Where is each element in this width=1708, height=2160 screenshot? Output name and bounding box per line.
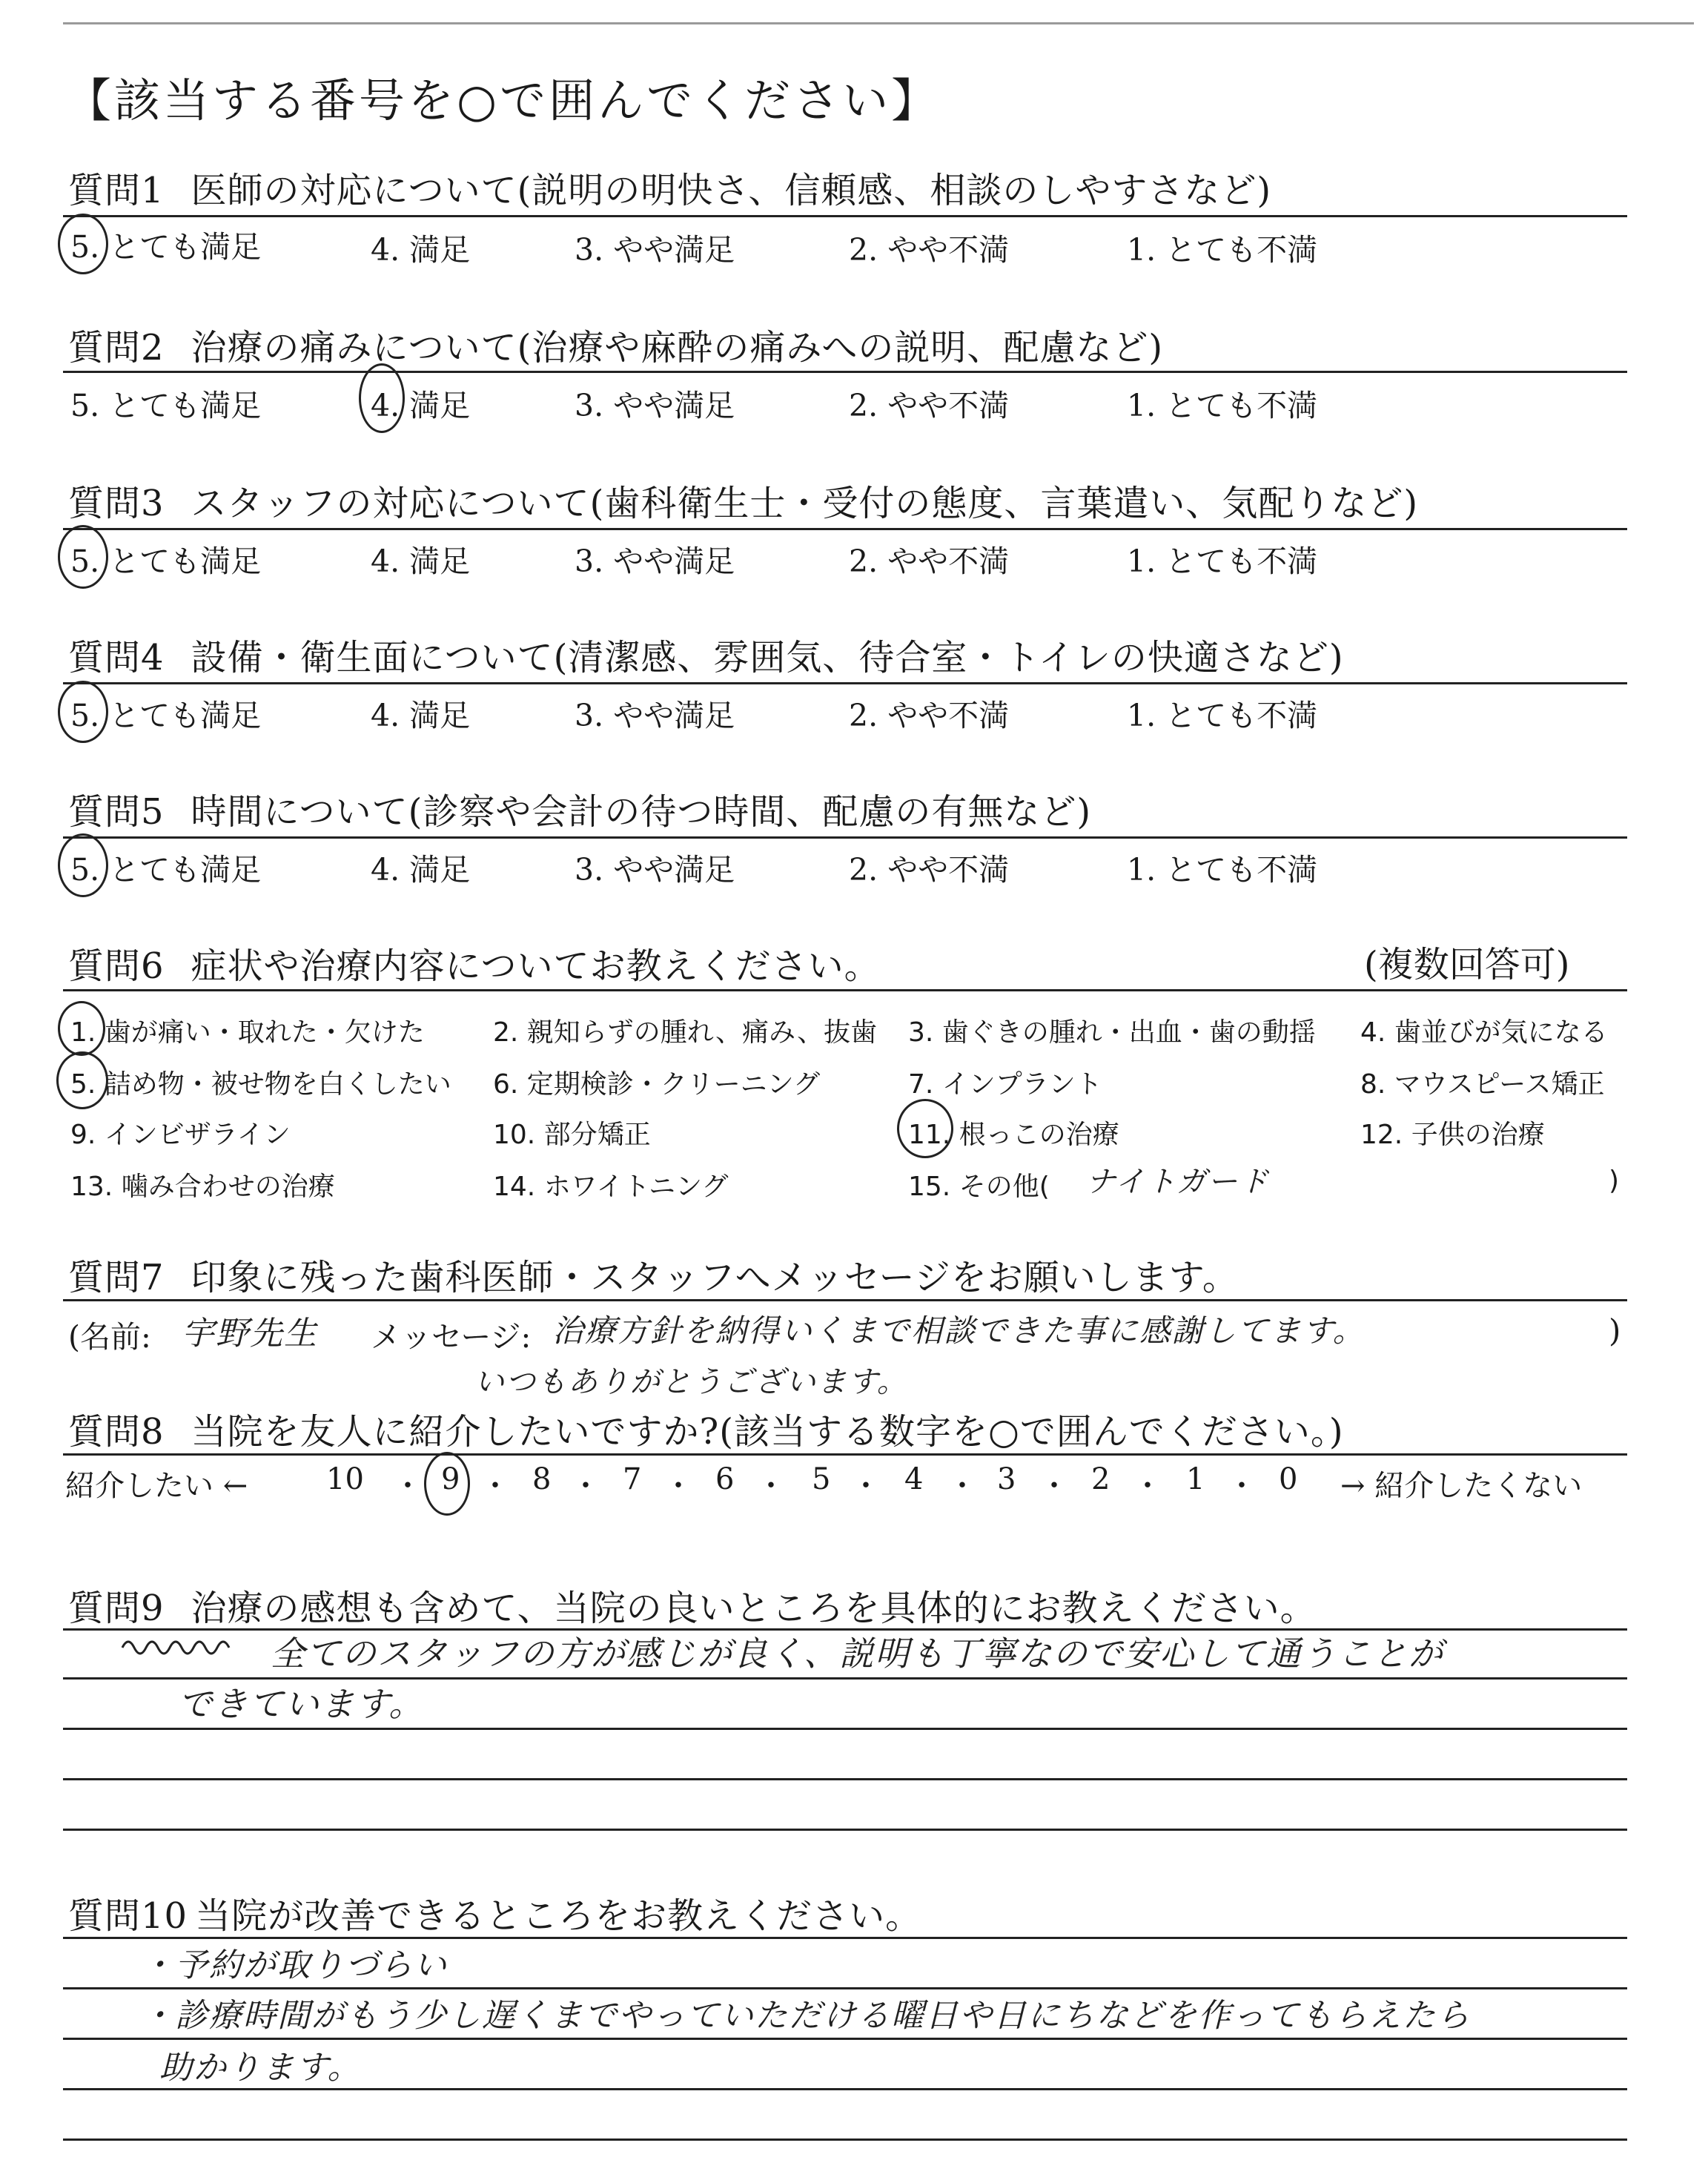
q9-number: 質問9 (68, 1588, 165, 1629)
q9-rule-4 (63, 1778, 1627, 1780)
q1-option-3[interactable]: 3. やや満足 (575, 232, 735, 268)
q8-scale-dot: ・ (393, 1469, 423, 1503)
q3-option-3[interactable]: 3. やや満足 (575, 544, 735, 579)
q8-scale-10[interactable]: 10 (326, 1462, 364, 1496)
q9-answer-line-1: 全てのスタッフの方が感じが良く、説明も丁寧なので安心して通うことが (271, 1634, 1445, 1674)
q7-message-line-1: 治療方針を納得いくまで相談できた事に感謝してます。 (552, 1312, 1366, 1349)
q9-rule-3 (63, 1728, 1627, 1730)
q2-text: 治療の痛みについて(治療や麻酔の痛みへの説明、配慮など) (191, 327, 1164, 369)
q8-scale-3[interactable]: 3 (997, 1462, 1016, 1496)
q6-selection-circle-11 (897, 1099, 953, 1158)
q3-option-1[interactable]: 1. とても不満 (1127, 544, 1318, 579)
q8-scale-7[interactable]: 7 (623, 1462, 642, 1496)
q6-item-3[interactable]: 3. 歯ぐきの腫れ・出血・歯の動揺 (908, 1017, 1316, 1048)
q10-answer-line-2: ・診療時間がもう少し遅くまでやっていただける曜日や日にちなどを作ってもらえたら (141, 1997, 1471, 2035)
q9-scribble (119, 1633, 245, 1659)
q3-rule (63, 528, 1627, 530)
q8-scale-dot: ・ (1133, 1469, 1162, 1503)
q1-title (68, 162, 1271, 213)
q1-rule (63, 215, 1627, 217)
q6-rule (63, 989, 1627, 991)
q8-scale-dot: ・ (756, 1469, 786, 1503)
q8-scale-dot: ・ (947, 1469, 977, 1503)
q8-scale-0[interactable]: 0 (1279, 1462, 1298, 1496)
q10-title (68, 1887, 921, 1938)
q8-right-label: → 紹介したくない (1340, 1469, 1583, 1503)
q1-option-5[interactable]: 5. とても満足 (70, 229, 262, 265)
q6-item-1[interactable]: 1. 歯が痛い・取れた・欠けた (70, 1017, 425, 1048)
q8-scale-2[interactable]: 2 (1091, 1462, 1110, 1496)
q8-scale-dot: ・ (571, 1469, 600, 1503)
q4-selection-circle (58, 681, 108, 743)
q4-option-4[interactable]: 4. 満足 (371, 698, 471, 733)
q3-selection-circle (58, 525, 108, 589)
q8-scale-dot: ・ (1227, 1469, 1257, 1503)
q6-selection-circle-1 (58, 1001, 105, 1056)
q4-option-5[interactable]: 5. とても満足 (70, 698, 262, 733)
q8-selection-circle (424, 1452, 470, 1516)
q6-item-5[interactable]: 5. 詰め物・被せ物を白くしたい (70, 1069, 451, 1100)
q8-scale-6[interactable]: 6 (715, 1462, 735, 1496)
q2-option-5[interactable]: 5. とても満足 (70, 388, 262, 423)
q10-answer-line-3: 助かります。 (159, 2049, 362, 2087)
q8-left-label: 紹介したい ← (65, 1469, 248, 1503)
q6-item-12[interactable]: 12. 子供の治療 (1360, 1120, 1545, 1150)
q9-title (68, 1579, 1317, 1631)
q2-option-1[interactable]: 1. とても不満 (1127, 388, 1318, 423)
q6-other-answer: ナイトガード (1086, 1165, 1270, 1199)
q1-number: 質問1 (68, 170, 165, 211)
q6-other-close-paren: ) (1609, 1166, 1620, 1196)
q7-text: 印象に残った歯科医師・スタッフへメッセージをお願いします。 (191, 1257, 1239, 1298)
q8-rule (63, 1453, 1627, 1456)
q6-item-7[interactable]: 7. インプラント (908, 1069, 1102, 1100)
q6-item-14[interactable]: 14. ホワイトニング (493, 1172, 729, 1202)
q5-title (68, 783, 1091, 834)
q4-rule (63, 682, 1627, 684)
q9-text: 治療の感想も含めて、当院の良いところを具体的にお教えください。 (191, 1588, 1317, 1629)
q8-scale-1[interactable]: 1 (1186, 1462, 1205, 1496)
q7-title (68, 1249, 1239, 1300)
q2-selection-circle (359, 363, 405, 433)
q6-item-11[interactable]: 11. 根っこの治療 (908, 1120, 1119, 1150)
q6-item-8[interactable]: 8. マウスピース矯正 (1360, 1069, 1605, 1100)
q6-text: 症状や治療内容についてお教えください。 (191, 945, 881, 987)
q7-close-paren: ) (1609, 1312, 1621, 1349)
q8-scale-dot: ・ (663, 1469, 693, 1503)
q8-title (68, 1403, 1344, 1454)
q6-title (68, 937, 881, 988)
q8-scale-4[interactable]: 4 (904, 1462, 924, 1496)
q1-selection-circle (58, 214, 108, 274)
q7-name-label: (名前: (68, 1319, 151, 1355)
q2-title (68, 319, 1163, 370)
q5-option-3[interactable]: 3. やや満足 (575, 852, 735, 888)
q6-item-13[interactable]: 13. 噛み合わせの治療 (70, 1172, 335, 1202)
q10-rule-5 (63, 2138, 1627, 2141)
q8-text: 当院を友人に紹介したいですか?(該当する数字を○で囲んでください。) (191, 1411, 1344, 1453)
q5-rule (63, 836, 1627, 839)
q2-option-4[interactable]: 4. 満足 (371, 388, 471, 423)
q2-rule (63, 371, 1627, 373)
q2-option-2[interactable]: 2. やや不満 (849, 388, 1010, 423)
q5-selection-circle (58, 833, 108, 897)
q3-number: 質問3 (68, 483, 165, 524)
q10-number: 質問10 (68, 1895, 188, 1937)
q3-option-4[interactable]: 4. 満足 (371, 544, 471, 579)
q8-scale-dot: ・ (480, 1469, 510, 1503)
q5-option-2[interactable]: 2. やや不満 (849, 852, 1010, 888)
q4-option-1[interactable]: 1. とても不満 (1127, 698, 1318, 733)
q5-option-5[interactable]: 5. とても満足 (70, 852, 262, 888)
page-header: 【該当する番号を○で囲んでください】 (65, 73, 941, 128)
q6-item-2[interactable]: 2. 親知らずの腫れ、痛み、抜歯 (493, 1017, 878, 1048)
q5-option-4[interactable]: 4. 満足 (371, 852, 471, 888)
q3-text: スタッフの対応について(歯科衛生士・受付の態度、言葉遣い、気配りなど) (191, 483, 1419, 524)
q5-number: 質問5 (68, 791, 165, 833)
q2-number: 質問2 (68, 327, 165, 369)
q8-scale-8[interactable]: 8 (532, 1462, 552, 1496)
q9-rule-5 (63, 1829, 1627, 1831)
q8-scale-9[interactable]: 9 (441, 1462, 460, 1496)
q8-scale-dot: ・ (851, 1469, 881, 1503)
q8-scale-dot: ・ (1039, 1469, 1069, 1503)
q7-rule (63, 1299, 1627, 1301)
q6-number: 質問6 (68, 945, 165, 987)
q1-text: 医師の対応について(説明の明快さ、信頼感、相談のしやすさなど) (191, 170, 1272, 211)
q2-option-3[interactable]: 3. やや満足 (575, 388, 735, 423)
q10-answer-line-1: ・予約が取りづらい (141, 1946, 448, 1984)
q7-message-line-2: いつもありがとうございます。 (474, 1365, 908, 1399)
q1-option-4[interactable]: 4. 満足 (371, 232, 471, 268)
q3-option-5[interactable]: 5. とても満足 (70, 544, 262, 579)
q6-item-6[interactable]: 6. 定期検診・クリーニング (493, 1069, 821, 1100)
q5-text: 時間について(診察や会計の待つ時間、配慮の有無など) (191, 791, 1092, 833)
q8-number: 質問8 (68, 1411, 165, 1453)
q8-scale-5[interactable]: 5 (812, 1462, 831, 1496)
q6-multiple-allowed: (複数回答可) (1364, 944, 1570, 985)
q4-number: 質問4 (68, 637, 165, 678)
q3-option-2[interactable]: 2. やや不満 (849, 544, 1010, 579)
q7-number: 質問7 (68, 1257, 165, 1298)
q6-item-9[interactable]: 9. インビザライン (70, 1120, 291, 1150)
q4-option-3[interactable]: 3. やや満足 (575, 698, 735, 733)
q9-answer-line-2: できています。 (178, 1684, 425, 1724)
q3-title (68, 475, 1418, 526)
q4-text: 設備・衛生面について(清潔感、雰囲気、待合室・トイレの快適さなど) (191, 637, 1344, 678)
q6-selection-circle-5 (56, 1051, 108, 1109)
q5-option-1[interactable]: 1. とても不満 (1127, 852, 1318, 888)
q7-name-answer: 宇野先生 (182, 1315, 318, 1353)
q4-title (68, 629, 1344, 680)
q6-item-4[interactable]: 4. 歯並びが気になる (1360, 1017, 1608, 1048)
q1-option-2[interactable]: 2. やや不満 (849, 232, 1010, 268)
q6-item-15[interactable]: 15. その他( (908, 1172, 1050, 1202)
q7-message-label: メッセージ: (371, 1319, 532, 1355)
top-border (63, 22, 1694, 24)
q4-option-2[interactable]: 2. やや不満 (849, 698, 1010, 733)
q10-rule-3 (63, 2038, 1627, 2040)
q10-text: 当院が改善できるところをお教えください。 (195, 1895, 922, 1937)
q1-option-1[interactable]: 1. とても不満 (1127, 232, 1318, 268)
q10-rule-4 (63, 2088, 1627, 2090)
q6-item-10[interactable]: 10. 部分矯正 (493, 1120, 651, 1150)
